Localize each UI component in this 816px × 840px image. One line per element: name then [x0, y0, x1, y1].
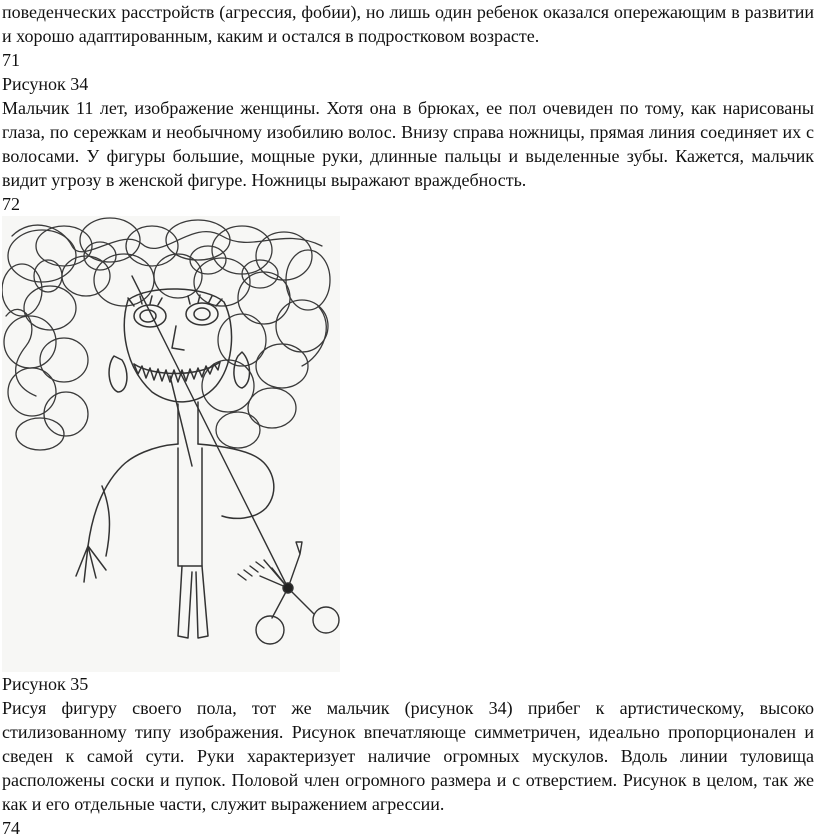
figure-34-drawing — [2, 216, 340, 672]
figure-label: Рисунок 34 — [2, 74, 89, 94]
paragraph-intro: поведенческих расстройств (агрессия, фобии), но лишь один ребенок оказался опережающим в развитии и хорошо адаптированным, каким и остался в подростковом возрасте. — [2, 2, 814, 46]
document-page — [2, 0, 814, 840]
page-number: 71 — [2, 50, 20, 70]
figure-caption-35: Рисуя фигуру своего пола, тот же мальчик (рисунок 34) прибег к артистическому, высоко стилизованному типу изображения. Рисунок впечатляюще симметричен, идеально пропорционален и сведен к самой сути. Руки характеризует наличие огромных мускулов. Вдоль линии туловища расположены соски и пупок. Половой член огромного размера и с отверстием. Рисунок в целом, так же как и его отдельные части, служит выражением агрессии. — [2, 698, 814, 814]
woman-drawing-image — [2, 216, 340, 672]
hair-scribbles — [2, 218, 330, 450]
scissors-icon — [132, 276, 339, 644]
page-number: 72 — [2, 194, 20, 214]
page-number: 74 — [2, 818, 20, 838]
body-outline — [76, 376, 274, 638]
figure-caption-34: Мальчик 11 лет, изображение женщины. Хотя она в брюках, ее пол очевиден по тому, как нарисованы глаза, по сережкам и необычному изобилию волос. Внизу справа ножницы, прямая линия соединяет их с волосами. У фигуры большие, мощные руки, длинные пальцы и выделенные зубы. Кажется, мальчик видит угрозу в женской фигуре. Ножницы выражают враждебность. — [2, 98, 814, 190]
figure-label: Рисунок 35 — [2, 674, 89, 694]
